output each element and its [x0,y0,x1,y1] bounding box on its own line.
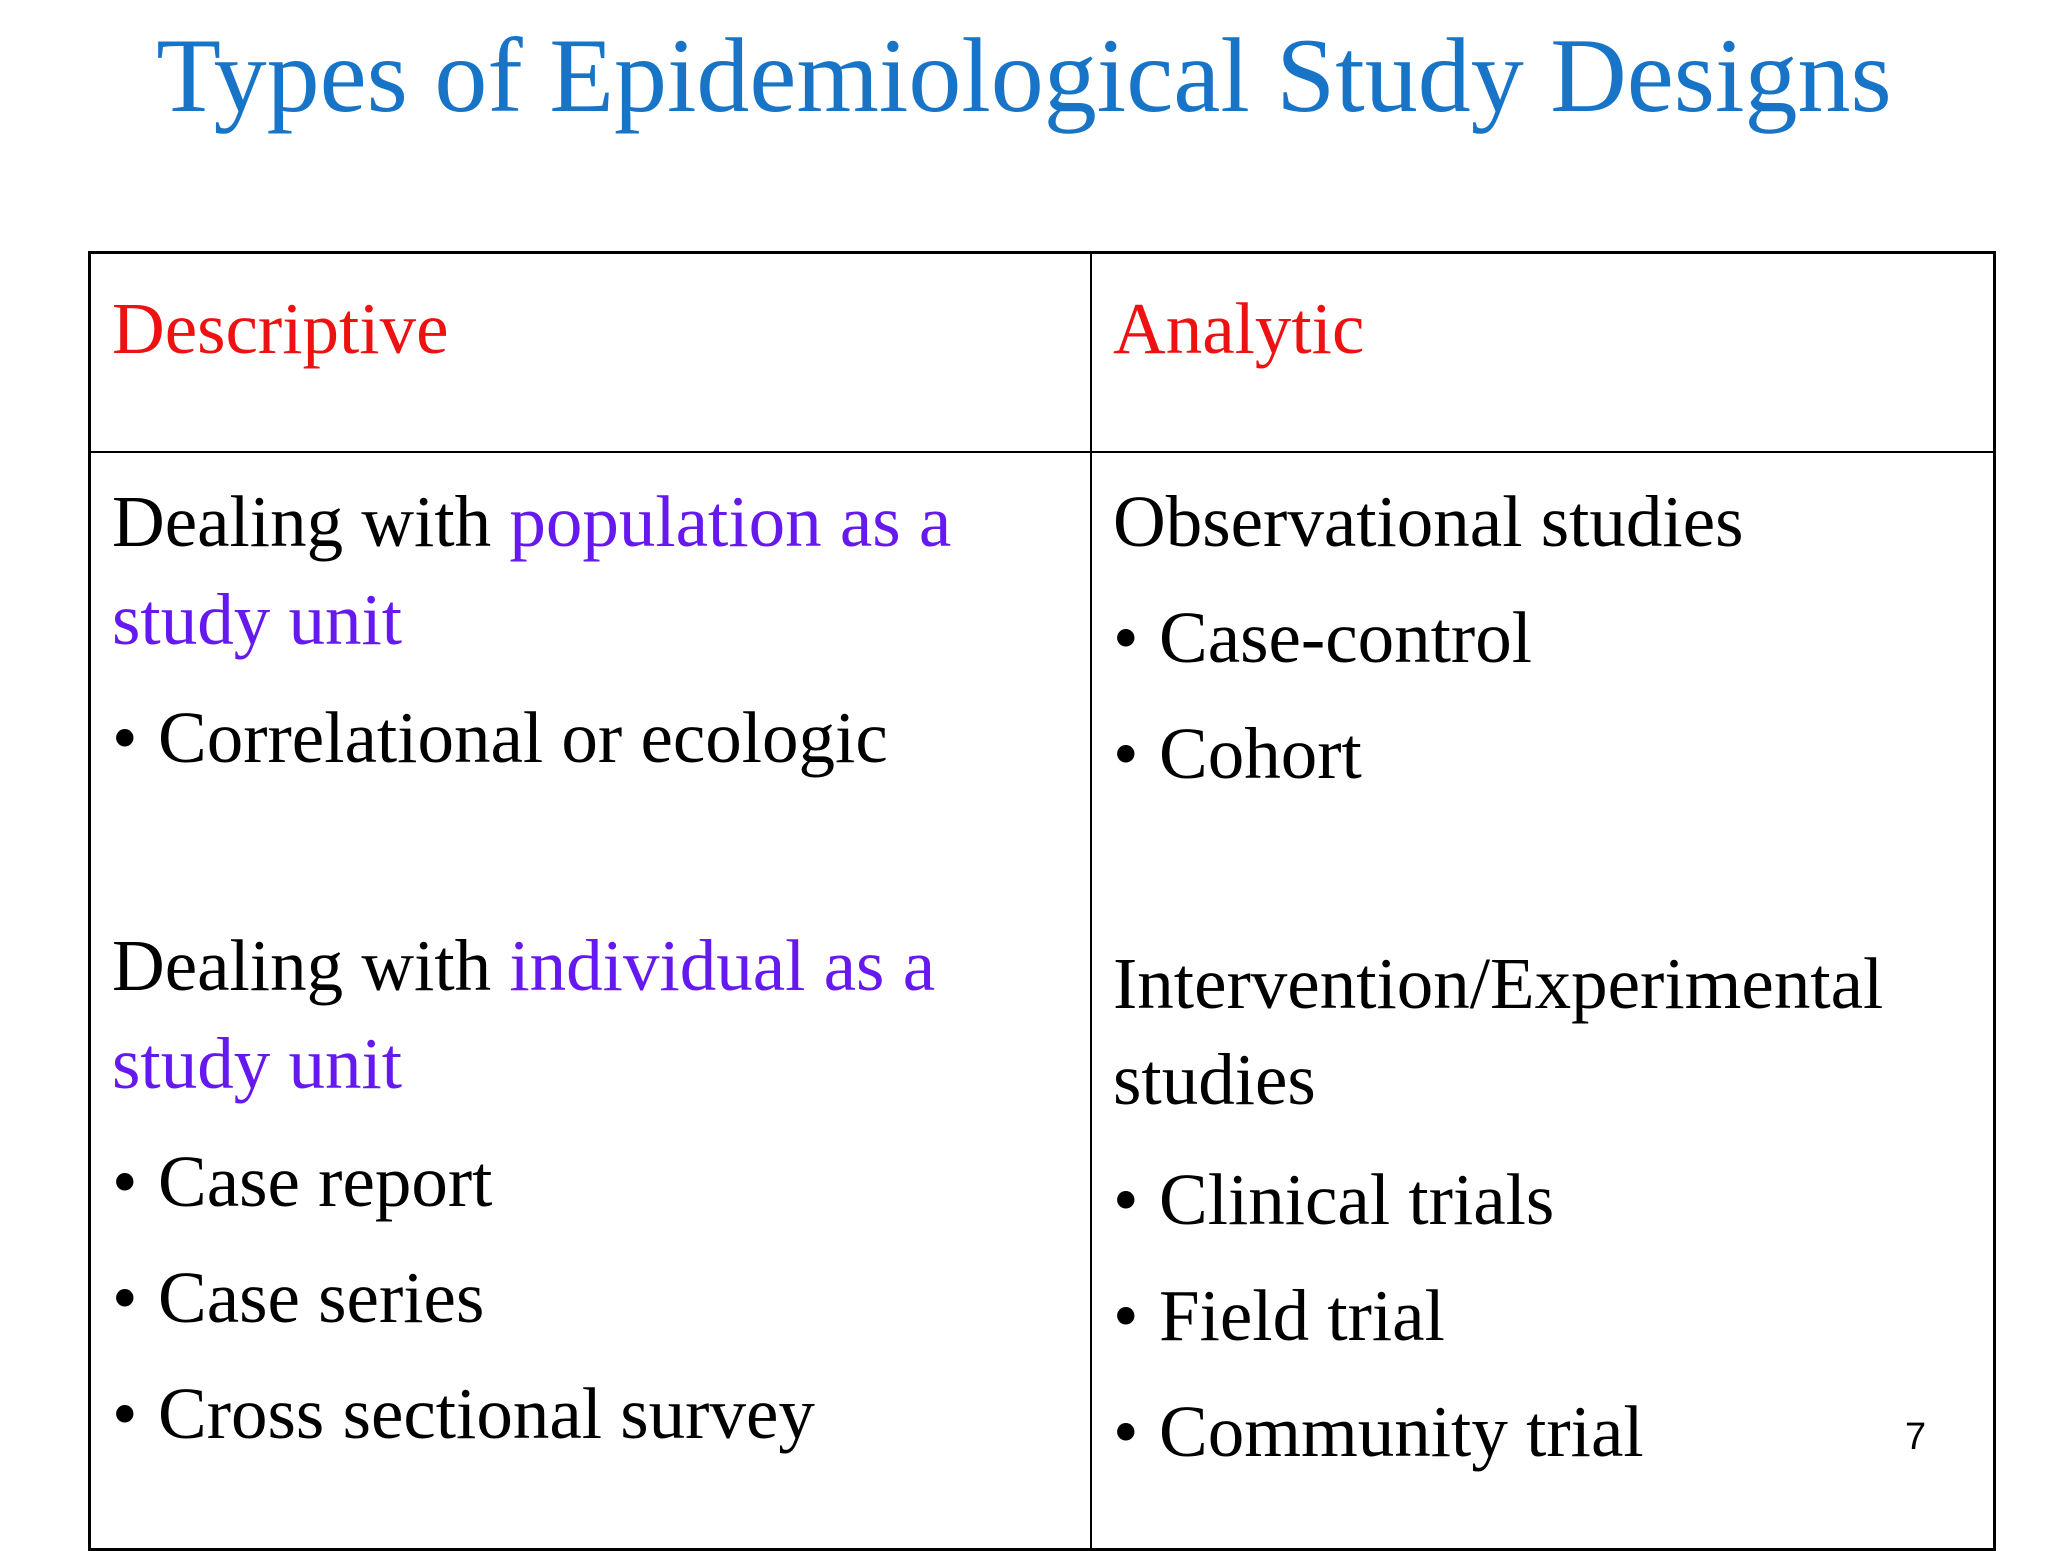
list-item [112,1370,815,1458]
list-item [1113,710,1362,798]
header-divider [91,451,1993,453]
bullet-icon: • [1113,713,1139,794]
list-item [112,694,888,782]
list-item-label: Correlational or ecologic [158,697,888,778]
list-item-label: Cross sectional survey [158,1373,815,1454]
page-number: 7 [1905,1416,1927,1458]
header-descriptive: Descriptive [112,288,449,369]
intervention-heading-line1: Intervention/Experimental [1113,943,1884,1024]
individual-unit-line1 [112,922,935,1010]
observational-heading: Observational studies [1113,481,1744,562]
header-analytic: Analytic [1113,288,1365,369]
column-divider [1090,254,1092,1548]
list-item-label: Case report [158,1141,493,1222]
slide-title: Types of Epidemiological Study Designs [156,17,1892,134]
individual-highlight: individual as a [509,925,936,1006]
list-item-label: Case-control [1159,597,1532,678]
list-item [1113,1388,1644,1476]
population-unit-line2: study unit [112,579,403,660]
list-item [112,1138,492,1226]
bullet-icon: • [112,1141,138,1222]
list-item [1113,1156,1554,1244]
list-item-label: Case series [158,1257,485,1338]
list-item-label: Community trial [1159,1391,1644,1472]
bullet-icon: • [1113,1275,1139,1356]
population-prefix: Dealing with [112,481,510,562]
individual-unit-line2: study unit [112,1023,403,1104]
bullet-icon: • [1113,1391,1139,1472]
bullet-icon: • [1113,597,1139,678]
population-highlight: population as a [509,481,952,562]
intervention-heading-line2: studies [1113,1039,1316,1120]
study-design-table [88,251,1996,1551]
bullet-icon: • [112,1373,138,1454]
list-item [1113,594,1532,682]
list-item-label: Cohort [1159,713,1362,794]
list-item-label: Clinical trials [1159,1159,1555,1240]
list-item [1113,1272,1445,1360]
bullet-icon: • [112,697,138,778]
list-item-label: Field trial [1159,1275,1445,1356]
list-item [112,1254,484,1342]
bullet-icon: • [1113,1159,1139,1240]
bullet-icon: • [112,1257,138,1338]
individual-prefix: Dealing with [112,925,510,1006]
population-unit-line1 [112,478,951,566]
